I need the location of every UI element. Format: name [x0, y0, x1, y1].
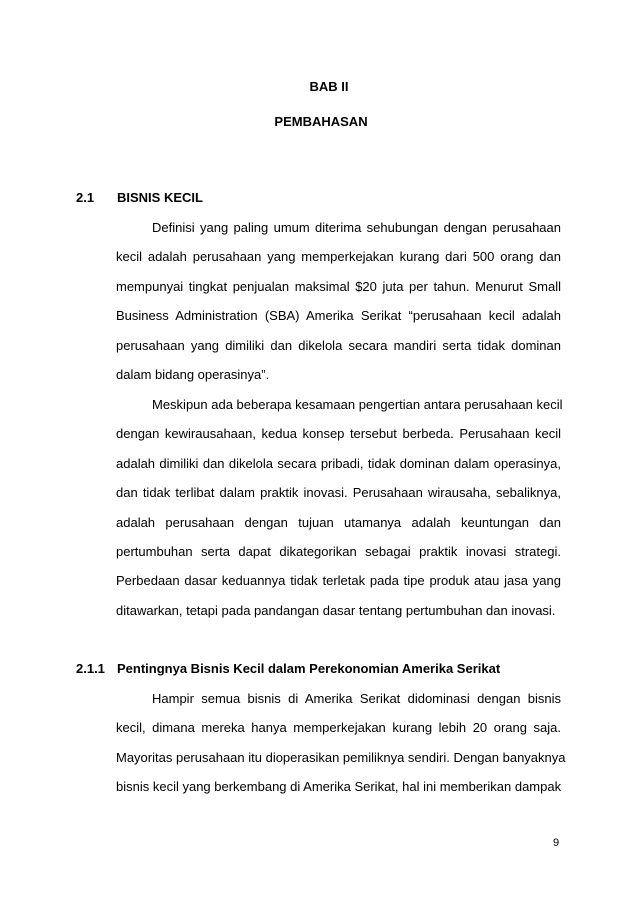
- chapter-title: BAB II: [309, 79, 349, 94]
- paragraph-line: bisnis kecil yang berkembang di Amerika Serikat, hal ini memberikan dampak: [116, 779, 562, 795]
- subsection-title: Pentingnya Bisnis Kecil dalam Perekonomian Amerika Serikat: [117, 661, 501, 676]
- paragraph-line: Business Administration (SBA) Amerika Serikat “perusahaan kecil adalah: [116, 308, 561, 324]
- paragraph: [116, 390, 561, 625]
- paragraph-line: perusahaan yang dimiliki dan dikelola secara mandiri serta tidak dominan: [116, 337, 561, 353]
- paragraph: [116, 213, 561, 389]
- paragraph: [116, 684, 566, 802]
- paragraph-line: mempunyai tingkat penjualan maksimal $20 juta per tahun. Menurut Small: [116, 278, 561, 294]
- section-title: BISNIS KECIL: [117, 190, 203, 205]
- paragraph-line: Meskipun ada beberapa kesamaan pengertian antara perusahaan kecil: [152, 397, 563, 412]
- paragraph-line: kecil adalah perusahaan yang memperkejakan kurang dari 500 orang dan: [116, 249, 561, 265]
- chapter-subtitle: PEMBAHASAN: [274, 114, 368, 129]
- paragraph-line: kecil, dimana mereka hanya memperkejakan kurang lebih 20 orang saja.: [116, 720, 561, 736]
- subsection-number: 2.1.1: [76, 661, 105, 676]
- paragraph-line: adalah dimiliki dan dikelola secara pribadi, tidak dominan dalam operasinya,: [116, 455, 561, 471]
- paragraph-line: Mayoritas perusahaan itu dioperasikan pemiliknya sendiri. Dengan banyaknya: [116, 749, 566, 765]
- paragraph-line: dengan kewirausahaan, kedua konsep tersebut berbeda. Perusahaan kecil: [116, 426, 561, 442]
- page-number: 9: [553, 837, 560, 849]
- paragraph-line: Definisi yang paling umum diterima sehubungan dengan perusahaan: [152, 220, 561, 235]
- paragraph-line: dan tidak terlibat dalam praktik inovasi. Perusahaan wirausaha, sebaliknya,: [116, 485, 561, 501]
- paragraph-line: Perbedaan dasar keduannya tidak terletak pada tipe produk atau jasa yang: [116, 573, 561, 589]
- paragraph-line: adalah perusahaan dengan tujuan utamanya adalah keuntungan dan: [116, 514, 561, 530]
- paragraph-line: dalam bidang operasinya”.: [116, 367, 270, 383]
- section-number: 2.1: [76, 190, 95, 205]
- paragraph-line: pertumbuhan serta dapat dikategorikan sebagai praktik inovasi strategi.: [116, 544, 561, 560]
- paragraph-line: Hampir semua bisnis di Amerika Serikat didominasi dengan bisnis: [152, 691, 561, 706]
- paragraph-line: ditawarkan, tetapi pada pandangan dasar tentang pertumbuhan dan inovasi.: [116, 602, 556, 618]
